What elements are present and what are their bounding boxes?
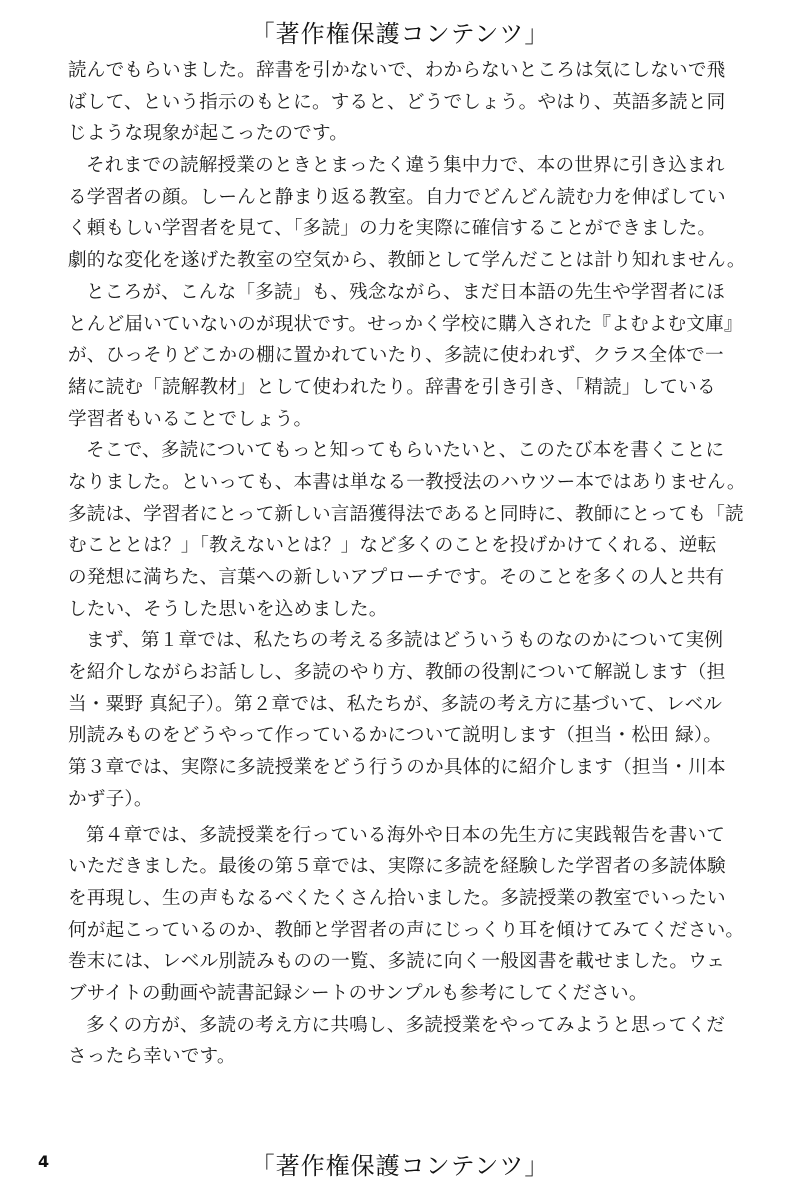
text-line: それまでの読解授業のときとまったく違う集中力で、本の世界に引き込まれ xyxy=(86,155,725,177)
text-line: じような現象が起こったのです。 xyxy=(68,123,349,145)
text-line: 当・粟野 真紀子）。第２章では、私たちが、多読の考え方に基づいて、レベル xyxy=(68,693,723,715)
text-line: むこととは？」「教えないとは？」など多くのことを投げかけてくれる、逆転 xyxy=(68,535,717,557)
text-line: いただきました。最後の第５章では、実際に多読を経験した学習者の多読体験 xyxy=(68,856,726,878)
text-line: の発想に満ちた、言葉への新しいアプローチです。そのことを多くの人と共有 xyxy=(68,567,725,588)
text-line: く頼もしい学習者を見て、「多読」の力を実際に確信することができました。 xyxy=(68,218,717,240)
page-number: 4 xyxy=(38,1152,50,1171)
text-line: さったら幸いです。 xyxy=(68,1046,236,1068)
text-line: 多読は、学習者にとって新しい言語獲得法であると同時に、教師にとっても「読 xyxy=(68,503,744,525)
body-text xyxy=(68,55,746,1073)
text-line: 別読みものをどうやって作っているかについて説明します（担当・松田 緑）。 xyxy=(68,725,723,747)
watermark-top: 「著作権保護コンテンツ」 xyxy=(250,20,550,48)
text-line: なりました。といっても、本書は単なる一教授法のハウツー本ではありません。 xyxy=(68,471,746,493)
text-line: 第３章では、実際に多読授業をどう行うのか具体的に紹介します（担当・川本 xyxy=(68,757,726,779)
text-line: が、ひっそりどこかの棚に置かれていたり、多読に使われず、クラス全体で一 xyxy=(68,345,724,367)
text-line: 学習者もいることでしょう。 xyxy=(68,408,313,430)
text-line: 何が起こっているのか、教師と学習者の声にじっくり耳を傾けてみてください。 xyxy=(68,919,745,941)
text-line: かず子）。 xyxy=(68,788,153,810)
text-line: とんど届いていないのが現状です。せっかく学校に購入された『よむよむ文庫』 xyxy=(68,313,743,335)
text-line: 緒に読む「読解教材」として使われたり。辞書を引き引き、「精読」している xyxy=(68,376,716,398)
text-line: を紹介しながらお話しし、多読のやり方、教師の役割について解説します（担 xyxy=(68,662,726,684)
text-line: 読んでもらいました。辞書を引かないで、わからないところは気にしないで飛 xyxy=(68,60,726,81)
text-line: る学習者の顔。しーんと静まり返る教室。自力でどんどん読む力を伸ばしてい xyxy=(68,186,726,208)
text-line: まず、第１章では、私たちの考える多読はどういうものなのかについて実例 xyxy=(86,630,724,652)
text-line: ばして、という指示のもとに。すると、どうでしょう。やはり、英語多読と同 xyxy=(68,91,726,113)
text-line: したい、そうした思いを込めました。 xyxy=(68,598,388,620)
text-line: ブサイトの動画や読書記録シートのサンプルも参考にしてください。 xyxy=(68,982,648,1004)
text-line: 第４章では、多読授業を行っている海外や日本の先生方に実践報告を書いて xyxy=(86,824,725,846)
watermark-bottom: 「著作権保護コンテンツ」 xyxy=(250,1152,550,1180)
text-line: 劇的な変化を遂げた教室の空気から、教師として学んだことは計り知れません。 xyxy=(68,250,746,272)
text-line: 巻末には、レベル別読みものの一覧、多読に向く一般図書を載せました。ウェ xyxy=(68,951,726,973)
text-line: ところが、こんな「多読」も、残念ながら、まだ日本語の先生や学習者にほ xyxy=(86,281,725,303)
text-line: を再現し、生の声もなるべくたくさん拾いました。多読授業の教室でいったい xyxy=(68,887,726,909)
text-line: そこで、多読についてもっと知ってもらいたいと、このたび本を書くことに xyxy=(86,440,725,462)
text-line: 多くの方が、多読の考え方に共鳴し、多読授業をやってみようと思ってくだ xyxy=(86,1014,725,1036)
